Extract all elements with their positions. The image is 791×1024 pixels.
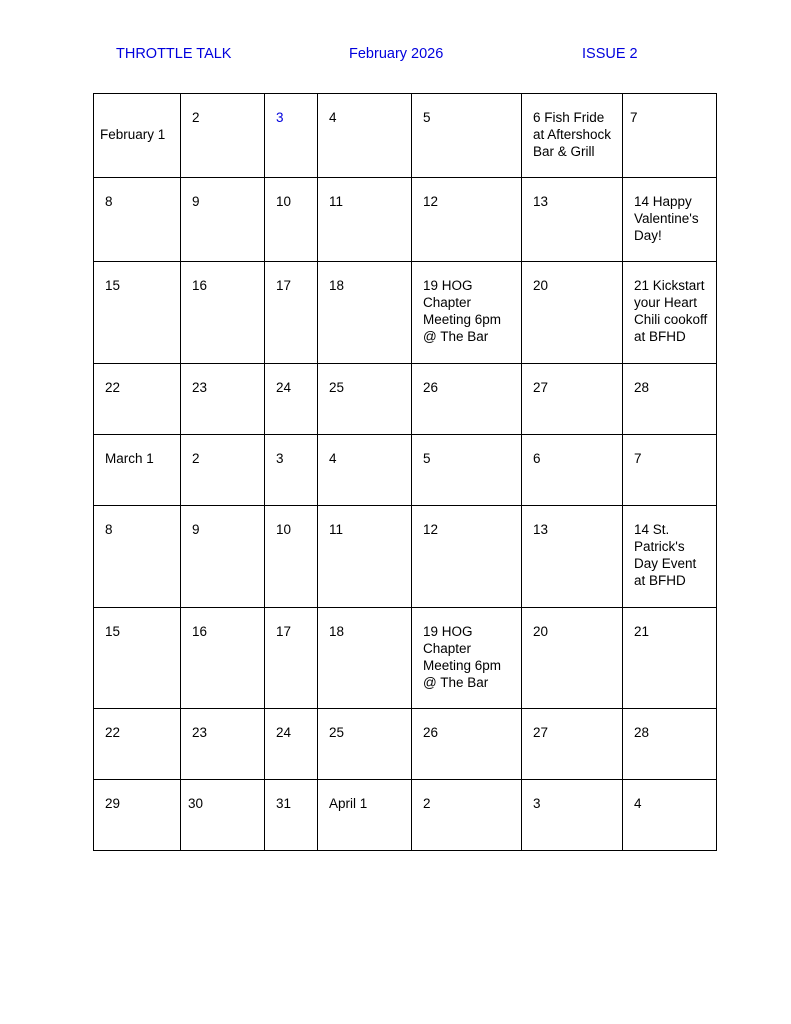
calendar-day-cell — [94, 262, 181, 364]
calendar-day-cell — [265, 608, 318, 709]
calendar-day-cell — [623, 435, 717, 506]
calendar-day-cell — [94, 709, 181, 780]
calendar-day-cell — [318, 506, 412, 608]
calendar-week-row — [94, 506, 717, 608]
calendar-week-row — [94, 94, 717, 178]
day-entry: 3 — [276, 110, 284, 125]
calendar-day-cell — [623, 364, 717, 435]
day-entry: 27 — [533, 380, 549, 395]
day-entry: 6 Fish Fride at Aftershock Bar & Grill — [533, 110, 612, 159]
day-entry: 21 — [634, 624, 650, 639]
day-entry: 28 — [634, 725, 650, 740]
day-entry: 28 — [634, 380, 650, 395]
day-entry: 15 — [105, 624, 121, 639]
calendar-week-row — [94, 780, 717, 851]
day-entry: 19 HOG Chapter Meeting 6pm @ The Bar — [423, 624, 502, 690]
calendar-day-cell — [623, 608, 717, 709]
day-entry: 8 — [105, 194, 113, 209]
calendar-day-cell — [623, 262, 717, 364]
calendar-day-cell — [318, 262, 412, 364]
day-entry: 18 — [329, 624, 345, 639]
calendar-day-cell — [318, 709, 412, 780]
day-entry: 12 — [423, 522, 439, 537]
calendar-day-cell — [318, 94, 412, 178]
day-entry: 13 — [533, 522, 549, 537]
calendar-day-cell — [181, 94, 265, 178]
day-entry: March 1 — [105, 451, 154, 466]
day-entry: 5 — [423, 110, 431, 125]
calendar-day-cell — [94, 506, 181, 608]
day-entry: 21 Kickstart your Heart Chili cookoff at BFHD — [634, 278, 708, 344]
day-entry: 7 — [630, 110, 638, 125]
day-entry: 5 — [423, 451, 431, 466]
issue-number: ISSUE 2 — [582, 46, 638, 62]
calendar-day-cell — [412, 364, 522, 435]
calendar-day-cell — [181, 178, 265, 262]
calendar-day-cell — [522, 608, 623, 709]
day-entry: 10 — [276, 522, 292, 537]
calendar-day-cell — [412, 94, 522, 178]
day-entry: 9 — [192, 522, 200, 537]
day-entry: 26 — [423, 725, 439, 740]
calendar-day-cell — [522, 506, 623, 608]
calendar-week-row — [94, 262, 717, 364]
newsletter-title: THROTTLE TALK — [116, 46, 232, 62]
day-entry: 30 — [188, 796, 204, 811]
day-entry: 13 — [533, 194, 549, 209]
calendar-day-cell — [522, 780, 623, 851]
calendar-day-cell — [522, 435, 623, 506]
calendar-day-cell — [412, 262, 522, 364]
day-entry: 22 — [105, 725, 121, 740]
calendar-day-cell — [265, 709, 318, 780]
day-entry: 7 — [634, 451, 642, 466]
calendar-day-cell — [318, 364, 412, 435]
day-entry: 3 — [276, 451, 284, 466]
day-entry: 18 — [329, 278, 345, 293]
calendar-day-cell — [623, 709, 717, 780]
calendar-week-row — [94, 178, 717, 262]
day-entry: 17 — [276, 278, 292, 293]
day-entry: 29 — [105, 796, 121, 811]
calendar-day-cell — [94, 364, 181, 435]
day-entry: 6 — [533, 451, 541, 466]
day-entry: 4 — [329, 110, 337, 125]
calendar-day-cell — [265, 94, 318, 178]
day-entry: 23 — [192, 725, 208, 740]
day-entry: 24 — [276, 380, 292, 395]
day-entry: 26 — [423, 380, 439, 395]
calendar-day-cell — [94, 178, 181, 262]
calendar-day-cell — [181, 608, 265, 709]
calendar-day-cell — [265, 178, 318, 262]
day-entry: 15 — [105, 278, 121, 293]
calendar-day-cell — [412, 435, 522, 506]
calendar-day-cell — [181, 506, 265, 608]
calendar-day-cell — [181, 709, 265, 780]
day-entry: 27 — [533, 725, 549, 740]
calendar-day-cell — [522, 709, 623, 780]
calendar-week-row — [94, 709, 717, 780]
calendar-day-cell — [412, 608, 522, 709]
day-entry: 2 — [192, 110, 200, 125]
calendar-day-cell — [522, 178, 623, 262]
calendar-day-cell — [623, 94, 717, 178]
calendar-day-cell — [623, 178, 717, 262]
day-entry: 14 St. Patrick's Day Event at BFHD — [634, 522, 697, 588]
day-entry: 2 — [423, 796, 431, 811]
day-entry: 4 — [634, 796, 642, 811]
calendar-day-cell — [181, 435, 265, 506]
day-entry: 25 — [329, 725, 345, 740]
calendar-day-cell — [318, 178, 412, 262]
day-entry: 19 HOG Chapter Meeting 6pm @ The Bar — [423, 278, 502, 344]
day-entry: 24 — [276, 725, 292, 740]
day-entry: 14 Happy Valentine's Day! — [634, 194, 699, 243]
day-entry: 22 — [105, 380, 121, 395]
day-entry: 9 — [192, 194, 200, 209]
day-entry: April 1 — [329, 796, 368, 811]
calendar-week-row — [94, 364, 717, 435]
calendar-day-cell — [94, 608, 181, 709]
calendar-day-cell — [94, 94, 181, 178]
calendar-day-cell — [412, 178, 522, 262]
calendar-day-cell — [181, 780, 265, 851]
day-entry: 11 — [329, 194, 344, 209]
calendar-day-cell — [522, 364, 623, 435]
day-entry: 12 — [423, 194, 439, 209]
calendar-day-cell — [181, 364, 265, 435]
month-heading: February 2026 — [349, 46, 444, 62]
calendar-day-cell — [265, 364, 318, 435]
calendar-day-cell — [265, 780, 318, 851]
day-entry: 8 — [105, 522, 113, 537]
day-entry: 31 — [276, 796, 292, 811]
calendar-day-cell — [94, 435, 181, 506]
calendar-week-row — [94, 608, 717, 709]
calendar-day-cell — [265, 435, 318, 506]
day-entry: 2 — [192, 451, 200, 466]
calendar-day-cell — [522, 94, 623, 178]
day-entry: 17 — [276, 624, 292, 639]
day-entry: 16 — [192, 278, 208, 293]
calendar-day-cell — [265, 262, 318, 364]
event-calendar — [93, 93, 717, 851]
day-entry: 20 — [533, 278, 549, 293]
calendar-day-cell — [412, 780, 522, 851]
calendar-day-cell — [522, 262, 623, 364]
calendar-day-cell — [318, 780, 412, 851]
calendar-day-cell — [412, 506, 522, 608]
calendar-day-cell — [623, 780, 717, 851]
day-entry: 4 — [329, 451, 337, 466]
day-entry: 25 — [329, 380, 345, 395]
calendar-week-row — [94, 435, 717, 506]
calendar-day-cell — [94, 780, 181, 851]
calendar-day-cell — [265, 506, 318, 608]
calendar-day-cell — [623, 506, 717, 608]
day-entry: 10 — [276, 194, 292, 209]
day-entry: 3 — [533, 796, 541, 811]
calendar-day-cell — [412, 709, 522, 780]
day-entry: February 1 — [100, 127, 166, 142]
day-entry: 20 — [533, 624, 549, 639]
calendar-day-cell — [318, 435, 412, 506]
calendar-day-cell — [181, 262, 265, 364]
day-entry: 11 — [329, 522, 344, 537]
calendar-day-cell — [318, 608, 412, 709]
day-entry: 16 — [192, 624, 208, 639]
day-entry: 23 — [192, 380, 208, 395]
